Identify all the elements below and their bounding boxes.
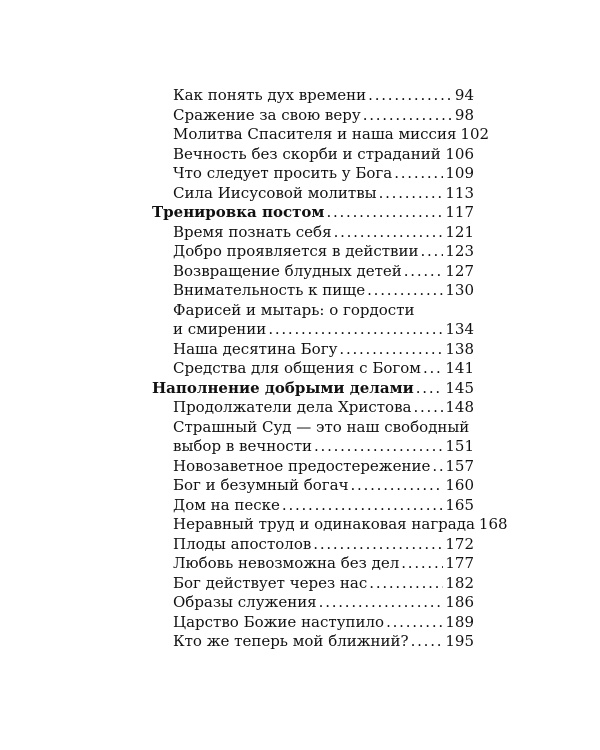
toc-entry-title: Внимательность к пище bbox=[173, 281, 366, 299]
dot-leader bbox=[404, 262, 444, 282]
dot-leader bbox=[334, 223, 444, 243]
dot-leader bbox=[326, 203, 443, 223]
toc-entry-title: Наша десятина Богу bbox=[173, 339, 338, 358]
toc-entry-page: 106 bbox=[445, 144, 474, 163]
dot-leader bbox=[379, 184, 444, 204]
toc-entry-title-line1: Фарисей и мытарь: о гордости bbox=[173, 300, 415, 319]
toc-entry bbox=[152, 145, 474, 165]
toc-entry bbox=[152, 632, 474, 652]
toc-entry-title-line1: Страшный Суд — это наш свободный bbox=[173, 417, 470, 436]
dot-leader bbox=[411, 632, 444, 652]
toc-entry-title: Неравный труд и одинаковая награда bbox=[173, 515, 475, 533]
toc-entry-title: Продолжатели дела Христова bbox=[173, 398, 412, 416]
toc-entry-page: 113 bbox=[445, 183, 474, 202]
dot-leader bbox=[339, 340, 443, 360]
toc-entry-page: 189 bbox=[445, 612, 474, 631]
toc-entry bbox=[152, 515, 508, 535]
toc-entry-title: Дом на песке bbox=[173, 495, 280, 514]
toc-entry-title: Новозаветное предостережение bbox=[173, 456, 431, 475]
toc-entry bbox=[152, 613, 474, 633]
toc-entry-title: Сражение за свою веру bbox=[173, 105, 361, 124]
toc-entry bbox=[152, 340, 474, 360]
toc-entry-title: Образы служения bbox=[173, 593, 317, 611]
toc-entry-page: 123 bbox=[445, 242, 474, 260]
dot-leader bbox=[313, 535, 443, 555]
toc-entry bbox=[152, 457, 474, 477]
toc-entry bbox=[152, 398, 474, 418]
toc-entry bbox=[152, 184, 474, 204]
toc-entry bbox=[152, 593, 474, 613]
toc-section-heading bbox=[152, 379, 474, 399]
toc-entry-title: Как понять дух времени bbox=[173, 86, 367, 104]
toc-entry bbox=[152, 496, 474, 516]
table-of-contents bbox=[152, 86, 508, 652]
toc-entry-page: 157 bbox=[445, 456, 474, 475]
dot-leader bbox=[386, 613, 443, 633]
toc-entry-page: 165 bbox=[445, 495, 474, 514]
toc-entry-page: 117 bbox=[445, 203, 474, 221]
toc-entry-page: 109 bbox=[445, 164, 474, 182]
toc-entry-page: 160 bbox=[445, 476, 474, 494]
toc-entry-page: 121 bbox=[445, 222, 474, 241]
toc-entry bbox=[152, 437, 474, 457]
toc-entry-page: 186 bbox=[445, 593, 474, 611]
dot-leader bbox=[368, 86, 453, 106]
toc-entry bbox=[152, 281, 474, 301]
dot-leader bbox=[268, 320, 443, 340]
toc-entry bbox=[152, 223, 474, 243]
toc-entry-page: 102 bbox=[460, 125, 490, 143]
toc-entry-page: 134 bbox=[445, 320, 474, 338]
toc-entry bbox=[152, 125, 490, 145]
dot-leader bbox=[363, 106, 453, 126]
toc-section-title: Наполнение добрыми делами bbox=[152, 378, 414, 397]
toc-entry bbox=[152, 86, 474, 106]
toc-entry-title: Царство Божие наступило bbox=[173, 612, 385, 631]
toc-entry-title: Бог действует через нас bbox=[173, 573, 368, 592]
toc-entry-page: 195 bbox=[445, 632, 474, 650]
toc-entry-title: Бог и безумный богач bbox=[173, 476, 349, 494]
toc-entry-title: Любовь невозможна без дел bbox=[173, 554, 400, 572]
toc-entry-title: Добро проявляется в действии bbox=[173, 242, 419, 260]
toc-entry bbox=[152, 262, 474, 282]
toc-entry bbox=[152, 320, 474, 340]
toc-entry-title-line2: выбор в вечности bbox=[173, 437, 312, 455]
toc-section-title: Тренировка постом bbox=[152, 203, 325, 221]
dot-leader bbox=[319, 593, 444, 613]
toc-entry bbox=[152, 574, 474, 594]
dot-leader bbox=[394, 164, 443, 184]
toc-entry bbox=[152, 359, 474, 379]
toc-entry-page: 148 bbox=[445, 398, 474, 416]
toc-entry bbox=[152, 476, 474, 496]
toc-entry-page: 168 bbox=[478, 515, 508, 533]
dot-leader bbox=[443, 145, 444, 165]
toc-entry-title: Возвращение блудных детей bbox=[173, 261, 402, 280]
toc-entry-title: Молитва Спасителя и наша миссия bbox=[173, 125, 457, 143]
toc-entry-title-line2: и смирении bbox=[173, 320, 267, 338]
toc-entry bbox=[152, 242, 474, 262]
dot-leader bbox=[423, 359, 443, 379]
toc-entry-page: 145 bbox=[445, 378, 474, 397]
toc-entry-title: Время познать себя bbox=[173, 222, 332, 241]
toc-entry-page: 141 bbox=[445, 359, 474, 377]
dot-leader bbox=[416, 379, 444, 399]
dot-leader bbox=[369, 574, 443, 594]
dot-leader bbox=[282, 496, 443, 516]
toc-entry-title: Вечность без скорби и страданий bbox=[173, 144, 441, 163]
toc-entry-page: 94 bbox=[454, 86, 474, 104]
toc-entry-page: 151 bbox=[445, 437, 474, 455]
toc-entry-title: Кто же теперь мой ближний? bbox=[173, 632, 409, 650]
toc-entry-page: 177 bbox=[445, 554, 474, 572]
toc-entry-page: 130 bbox=[445, 281, 474, 299]
toc-entry-page: 172 bbox=[445, 534, 474, 553]
dot-leader bbox=[432, 457, 443, 477]
toc-entry-title: Что следует просить у Бога bbox=[173, 164, 393, 182]
toc-entry-page: 98 bbox=[454, 105, 474, 124]
toc-entry bbox=[152, 164, 474, 184]
toc-entry-page: 182 bbox=[445, 573, 474, 592]
toc-entry bbox=[152, 106, 474, 126]
toc-entry-page: 127 bbox=[445, 261, 474, 280]
toc-entry-title: Средства для общения с Богом bbox=[173, 359, 421, 377]
dot-leader bbox=[367, 281, 443, 301]
toc-entry-page: 138 bbox=[445, 339, 474, 358]
dot-leader bbox=[413, 398, 443, 418]
toc-entry bbox=[152, 554, 474, 574]
dot-leader bbox=[314, 437, 443, 457]
toc-entry-title: Плоды апостолов bbox=[173, 534, 312, 553]
dot-leader bbox=[401, 554, 443, 574]
dot-leader bbox=[420, 242, 443, 262]
toc-section-heading bbox=[152, 203, 474, 223]
toc-entry bbox=[152, 535, 474, 555]
dot-leader bbox=[351, 476, 444, 496]
toc-entry-title: Сила Иисусовой молитвы bbox=[173, 183, 377, 202]
